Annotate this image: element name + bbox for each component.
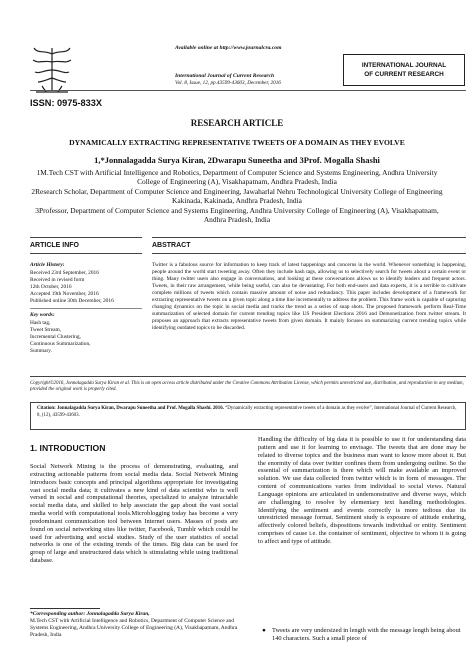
bullet-text: Tweets are very undersized in length with the message length being about 140 characters. Such a small piece of <box>272 627 461 642</box>
citation-label: Citation: Jonnalagadda Surya Kiran, Dwarapu Suneetha and Prof. Mogalla Shashi. 2016. <box>37 406 224 411</box>
received-date: Received 23rd September, 2016 <box>30 269 99 276</box>
bullet-item <box>258 627 466 643</box>
keyword: Hash tag, <box>30 320 51 327</box>
header-divider <box>30 90 466 91</box>
revised-label: Received in revised form <box>30 276 85 283</box>
journal-box-line1: INTERNATIONAL JOURNAL <box>361 62 447 69</box>
keywords-label: Key words: <box>30 312 55 319</box>
revised-date: 12th October, 2016 <box>30 283 72 290</box>
keyword: Summary. <box>30 347 52 354</box>
abstract-bottom-rule <box>30 376 466 377</box>
abstract-heading: ABSTRACT <box>152 242 191 249</box>
keyword: Tweet Stream, <box>30 327 62 334</box>
keywords-section <box>30 308 142 354</box>
abstract-text: Twitter is a fabulous source for information to keep track of latest happenings and concerns in the world. Whenever something is happening, people around the world start tweeting away. Often they include hash tags, allowing us to selectively search for tweets about a certain event or thing. Many twitter users also engage in conversations, and looking at these conversations allows us to identify leaders and frequent actors. Tweets, in their raw arrangement, while being useful, can also be devastating. For both end-users and data experts, it is a terrible to cultivate complete millions of tweets which contain massive amount of noise and redundancy. This paper includes development of a framework for extracting representative tweets on a given topic along a time line incrementally to address the problem. This frame work is capable of capturing changing dynamics on the topic in social media and tracks the trend as a series of snap shots. The proposed framework perform Real-Time summarization of selected domain for current trending topics like US President Elections 2016 and Demonetization from twitter stream. It proposes an approach that extracts representative tweets from given domain. It mainly focuses on summarizing current trending topics while identifying outdated topics to be discarded. <box>152 262 466 331</box>
affiliation-2: 2Research Scholar, Department of Computer Science and Engineering, Jawaharlal Nehru Technological University College of Engineering Kakinada, Kakinada, Andhra Pradesh, India <box>31 187 443 206</box>
citation-box <box>30 402 466 430</box>
corresponding-affiliation: M.Tech CST with Artificial Intelligence and Robotics, Department of Computer Science and Systems Engineering, Andhra University College of Engineering (A), Visakhapatnam, Andhra Pradesh, India <box>30 618 238 638</box>
availability-link[interactable]: Available online at http://www.journalcra.com <box>175 45 282 51</box>
journal-title-box <box>343 54 465 86</box>
bullet-icon: ● <box>262 627 266 634</box>
abstract-rule-bottom <box>152 253 466 254</box>
article-type: RESEARCH ARTICLE <box>190 118 284 128</box>
article-info <box>30 262 142 355</box>
intro-right-column: Handling the difficulty of big data it is possible to use it for understanding data pattern and use it for learning to envisage. The tweets that are done may be related to diverse topics and the business man want to know more about it. But the enormity of data over twitter confines them from undergoing outline. So the essential of summarization is there which will make available an improved solution. We use data collected from twitter which is in form of messages. The content of communications varies from individual to social views. Natural Language opinions are articulated in undemonstrative and diverse ways, which are challenging to resolve by elementary text handling methodologies. Identifying the sentiment and events correctly is more tedious due its unrestricted message format. Sentiment study is exposure of attitude enduring, affectively colored beliefs, dispositions towards individual or entity. Sentiment comprises of cause i.e. the container of sentiment, objective to whom it is going to affect and type of attitude. <box>258 436 466 545</box>
issn: ISSN: 0975-833X <box>30 98 103 108</box>
volume-line: Vol. 8, Issue, 12, pp.43599-43603, December, 2016 <box>175 80 281 86</box>
copyright-notice: Copyright©2016, Jonnalagadda Surya Kiran et al. This is an open access article distributed under the Creative Commons Attribution License, which permits unrestricted use, distribution, and reproduction in any medium, provided the original work is properly cited. <box>30 381 464 393</box>
article-info-rule-bottom <box>30 253 142 254</box>
keyword: Continuous Summarization, <box>30 341 91 348</box>
affiliation-1: 1M.Tech CST with Artificial Intelligence and Robotics, Department of Computer Science and Systems Engineering, Andhra University College of Engineering (A), Visakhapatnam, Andhra Pradesh, India <box>36 168 438 187</box>
footnote-rule <box>30 608 100 609</box>
history-label: Article History: <box>30 262 65 268</box>
corresponding-label: *Corresponding author: Jonnalagadda Surya Kiran, <box>30 611 150 617</box>
corresponding-author <box>30 611 238 639</box>
article-info-rule-top <box>30 237 142 238</box>
abstract-rule-top <box>152 237 466 238</box>
accepted-date: Accepted 19th November, 2016 <box>30 290 99 297</box>
introduction-heading: 1. INTRODUCTION <box>30 443 106 453</box>
citation-text: “Dynamically extracting representative tweets of a domain as they evolve”, International Journal of Current Research, 8, (12), 43599-43603. <box>37 406 457 418</box>
keyword: Incremental Clustering, <box>30 334 81 341</box>
affiliation-3: 3Professor, Department of Computer Science and Systems Engineering, Andhra University College of Engineering (A), Visakhapatnam, Andhra Pradesh, India <box>35 206 439 225</box>
journal-box-line2: OF CURRENT RESEARCH <box>364 71 444 78</box>
published-date: Published online 30th December, 2016 <box>30 297 114 304</box>
journal-logo <box>30 40 74 96</box>
article-title: DYNAMICALLY EXTRACTING REPRESENTATIVE TWEETS OF A DOMAIN AS THEY EVOLVE <box>69 138 405 147</box>
journal-name: International Journal of Current Research <box>175 73 275 79</box>
intro-left-column: Social Network Mining is the process of demonstrating, evaluating, and extracting actionable patterns from social media data. Social Network Mining introduces basic concepts and principal algorithms appropriate for investigating vast social media data; it cultivates a new kind of data scientist who is well versed in social and computational theories, specialized to analyze intractable social media data, and skilled to help associate the gap about the vast social media world with computational tools.Microblogging today has become a very predominant communication tool between Internet users. Masses of posts are found on social networking sites like twitter, Facebook, Tumblr which could be used for advertising and social studies. Study of the user statistics of social networks is one of the existing trends of the times. Big data can be used for group of large and unstructured data which is stimulating while using traditional database. <box>30 463 238 565</box>
authors: 1,*Jonnalagadda Surya Kiran, 2Dwarapu Suneetha and 3Prof. Mogalla Shashi <box>94 155 380 165</box>
article-info-heading: ARTICLE INFO <box>30 242 79 249</box>
